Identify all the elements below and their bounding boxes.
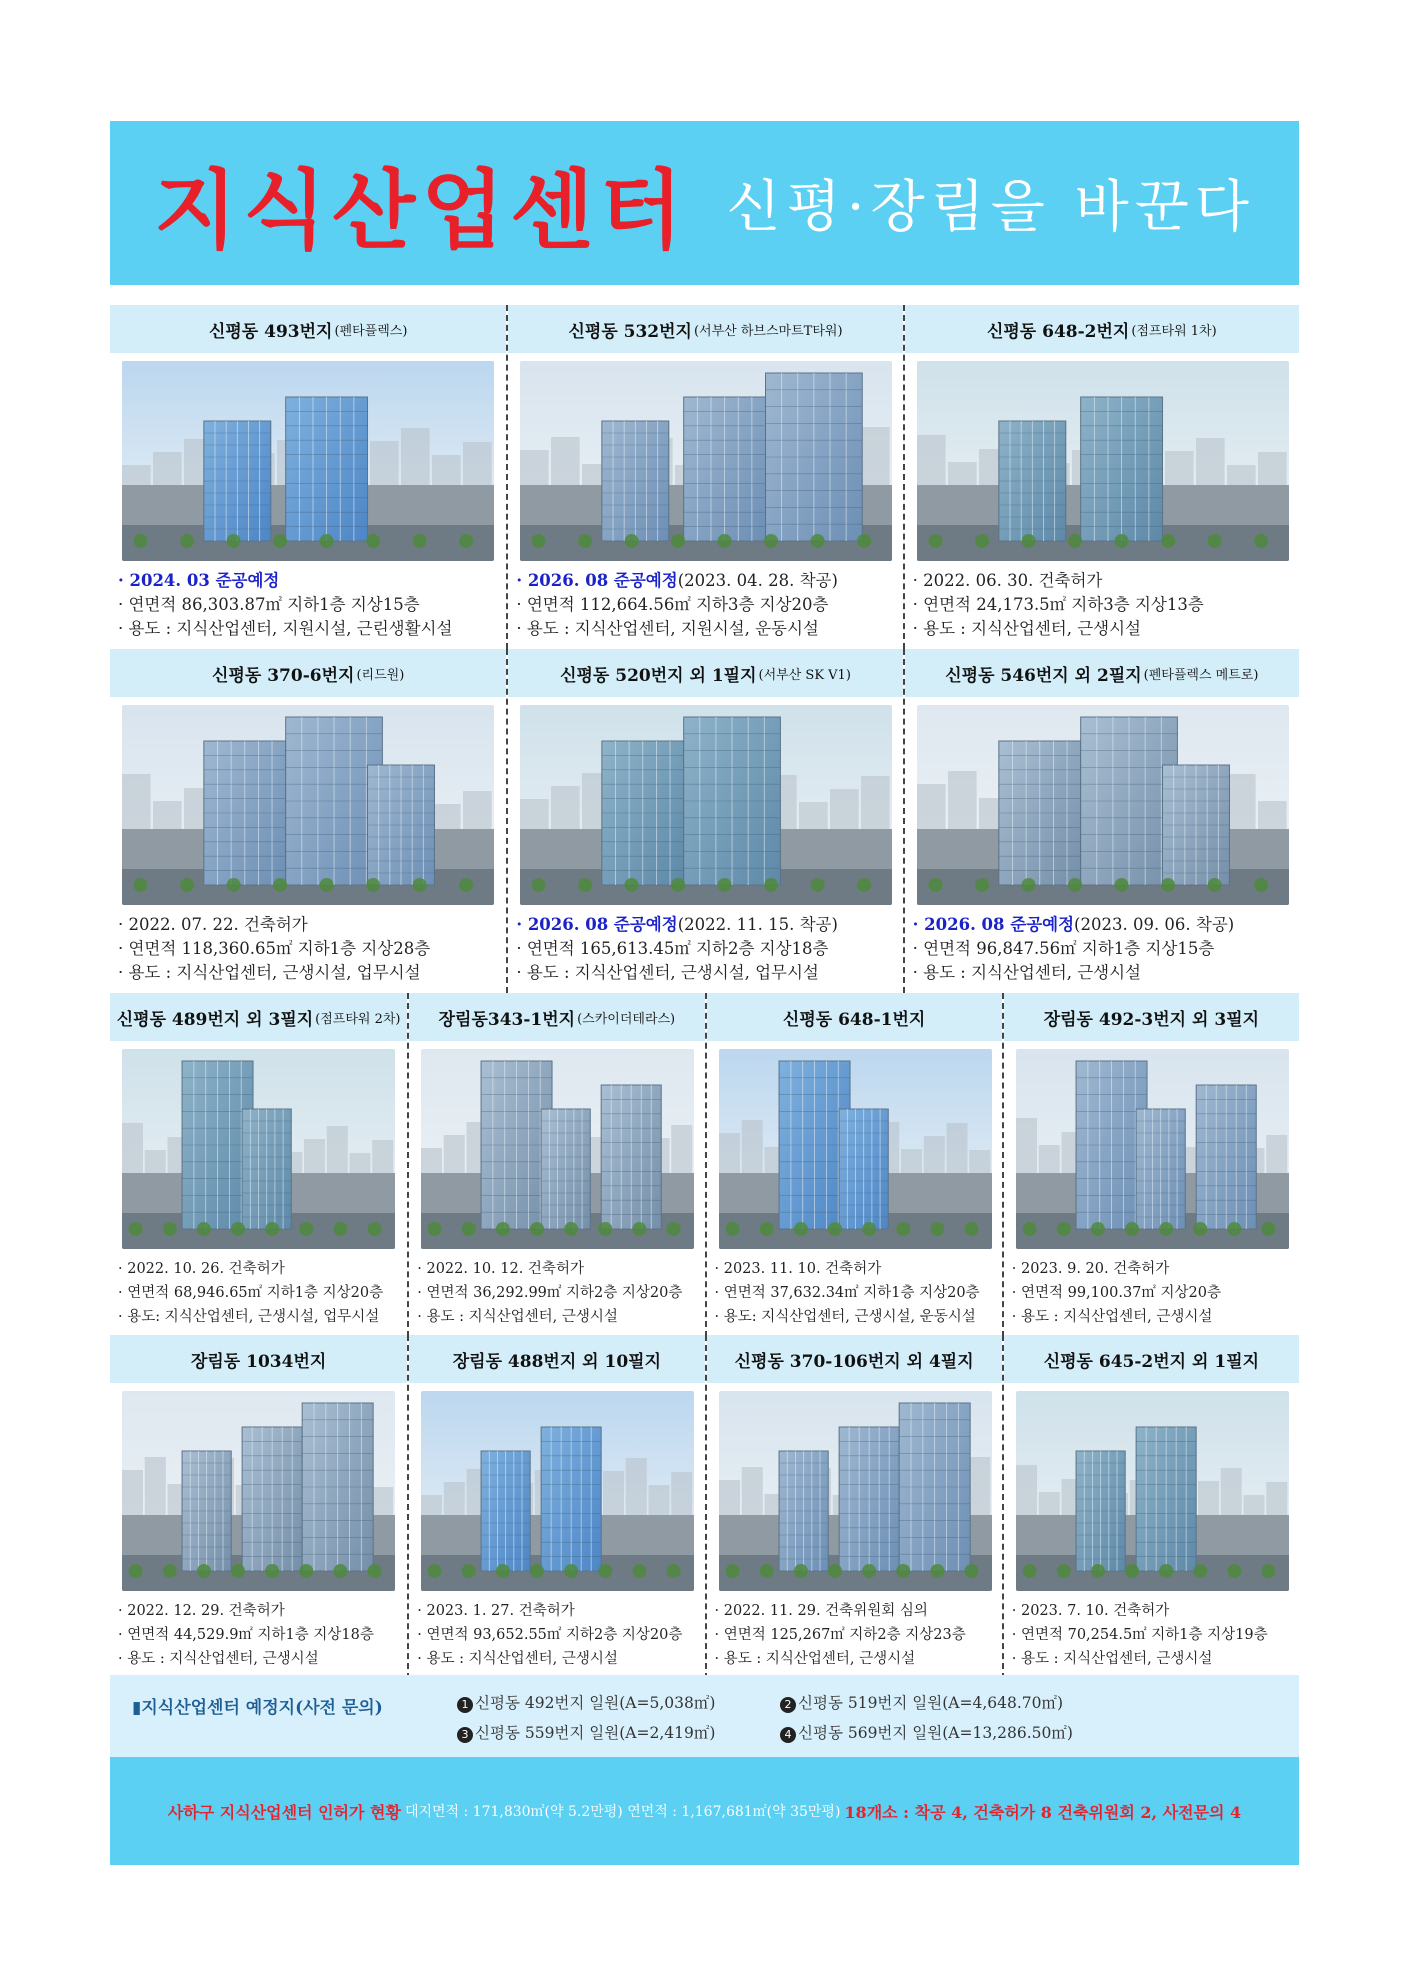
detail-line: · 용도 : 지식산업센터, 근생시설 <box>417 1309 618 1325</box>
project-brand: (펜타플렉스 메트로) <box>1143 667 1259 683</box>
project-card <box>1002 993 1299 1337</box>
project-address: 신평동 546번지 외 2필지 <box>945 665 1142 686</box>
detail-line: · 연면적 36,292.99㎡ 지하2층 지상20층 <box>417 1285 683 1301</box>
project-location <box>1004 1335 1299 1383</box>
prospect-item: 4 신평동 569번지 일원(A=13,286.50㎡) <box>780 1721 1073 1743</box>
project-location <box>905 649 1299 697</box>
project-card <box>705 1335 1002 1679</box>
project-card <box>110 649 506 993</box>
project-details <box>118 1599 403 1671</box>
poster-header <box>110 121 1299 285</box>
project-location <box>110 993 407 1041</box>
building-rendering-image <box>421 1391 694 1591</box>
project-details <box>913 569 1295 641</box>
footer-lead: 사하구 지식산업센터 인허가 현황 <box>167 1802 401 1822</box>
detail-line: · 용도 : 지식산업센터, 근생시설, 업무시설 <box>118 963 421 982</box>
project-details <box>1012 1599 1295 1671</box>
detail-line: · 연면적 86,303.87㎡ 지하1층 지상15층 <box>118 595 420 614</box>
detail-line: · 2023. 9. 20. 건축허가 <box>1011 1261 1170 1277</box>
building-rendering-image <box>719 1049 992 1249</box>
detail-line: · 2022. 10. 12. 건축허가 <box>417 1261 584 1277</box>
project-brand: (점프타워 1차) <box>1131 323 1217 339</box>
content-panel <box>110 285 1299 1757</box>
prospect-section <box>110 1675 1299 1757</box>
building-rendering-image <box>122 1049 395 1249</box>
project-location <box>409 993 704 1041</box>
detail-line: · 2022. 06. 30. 건축허가 <box>912 571 1103 590</box>
project-address: 신평동 645-2번지 외 1필지 <box>1043 1351 1260 1372</box>
building-rendering-image <box>1016 1391 1289 1591</box>
detail-line: · 연면적 68,946.65㎡ 지하1층 지상20층 <box>118 1285 384 1301</box>
project-card <box>407 1335 704 1679</box>
project-address: 장림동343-1번지 <box>438 1009 576 1030</box>
project-location <box>1004 993 1299 1041</box>
detail-line: · 연면적 112,664.56㎡ 지하3층 지상20층 <box>516 595 829 614</box>
detail-line: · 2023. 7. 10. 건축허가 <box>1011 1603 1170 1619</box>
project-location <box>409 1335 704 1383</box>
project-card <box>1002 1335 1299 1679</box>
detail-line: · 2023. 11. 10. 건축허가 <box>714 1261 882 1277</box>
project-address: 신평동 489번지 외 3필지 <box>116 1009 314 1030</box>
detail-line: · 2022. 12. 29. 건축허가 <box>118 1603 285 1619</box>
project-details <box>118 1257 403 1329</box>
building-rendering-image <box>520 361 892 561</box>
project-address: 장림동 1034번지 <box>190 1351 327 1372</box>
prospect-item: 2 신평동 519번지 일원(A=4,648.70㎡) <box>780 1691 1063 1713</box>
prospect-title: ▮지식산업센터 예정지(사전 문의) <box>132 1698 383 1718</box>
poster-subtitle: 신평·장림을 바꾼다 <box>726 175 1255 240</box>
project-address: 신평동 493번지 <box>208 321 333 342</box>
detail-line: · 용도: 지식산업센터, 근생시설, 업무시설 <box>118 1309 380 1325</box>
project-brand: (리드원) <box>356 667 405 683</box>
footer-summary <box>110 1757 1299 1865</box>
building-rendering-image <box>122 705 494 905</box>
project-address: 장림동 492-3번지 외 3필지 <box>1043 1009 1260 1030</box>
completion-date: · 2026. 08 준공예정 <box>516 571 678 590</box>
project-card <box>110 1335 407 1679</box>
footer-area: 대지면적 : 171,830㎡(약 5.2만평) 연면적 : 1,167,681㎡(약 35만평) <box>404 1804 841 1820</box>
detail-line: · 용도: 지식산업센터, 근생시설, 운동시설 <box>714 1309 976 1325</box>
number-4-icon: 4 <box>780 1727 796 1743</box>
project-location <box>905 305 1299 353</box>
detail-line: · 2022. 07. 22. 건축허가 <box>118 915 308 934</box>
detail-line: · 2022. 10. 26. 건축허가 <box>118 1261 285 1277</box>
detail-line: · 용도 : 지식산업센터, 근생시설 <box>912 619 1141 638</box>
number-1-icon: 1 <box>457 1697 473 1713</box>
project-location <box>110 649 506 697</box>
project-address: 장림동 488번지 외 10필지 <box>452 1351 662 1372</box>
detail-line: · 용도 : 지식산업센터, 근생시설, 업무시설 <box>516 963 819 982</box>
detail-line: · 연면적 44,529.9㎡ 지하1층 지상18층 <box>118 1627 374 1643</box>
building-rendering-image <box>719 1391 992 1591</box>
project-address: 신평동 648-2번지 <box>986 321 1130 342</box>
detail-line: · 연면적 99,100.37㎡ 지상20층 <box>1011 1285 1221 1301</box>
detail-line: · 용도 : 지식산업센터, 근생시설 <box>417 1651 618 1667</box>
project-details <box>913 913 1295 985</box>
building-rendering-image <box>122 361 494 561</box>
project-location <box>508 649 902 697</box>
project-card <box>110 305 506 649</box>
detail-line: · 연면적 118,360.65㎡ 지하1층 지상28층 <box>118 939 431 958</box>
detail-line: · 용도 : 지식산업센터, 근생시설 <box>1011 1651 1213 1667</box>
number-3-icon: 3 <box>457 1727 473 1743</box>
project-brand: (스카이더테라스) <box>577 1011 676 1027</box>
detail-line: · 2023. 1. 27. 건축허가 <box>417 1603 575 1619</box>
detail-line <box>118 569 502 593</box>
building-rendering-image <box>421 1049 694 1249</box>
building-rendering-image <box>917 361 1289 561</box>
project-card <box>506 649 902 993</box>
project-row <box>110 1335 1299 1680</box>
project-location <box>707 993 1002 1041</box>
completion-date: · 2026. 08 준공예정 <box>516 915 678 934</box>
detail-line: · 용도 : 지식산업센터, 근생시설 <box>912 963 1141 982</box>
building-rendering-image <box>917 705 1289 905</box>
building-rendering-image <box>1016 1049 1289 1249</box>
detail-line <box>516 913 898 937</box>
detail-line: · 용도 : 지식산업센터, 근생시설 <box>714 1651 916 1667</box>
detail-line: · 용도 : 지식산업센터, 근생시설 <box>118 1651 319 1667</box>
detail-line <box>516 569 898 593</box>
project-details <box>516 569 898 641</box>
start-date: (2022. 11. 15. 착공) <box>677 915 838 934</box>
project-card <box>705 993 1002 1337</box>
project-brand: (서부산 하브스마트T타워) <box>693 323 843 339</box>
building-rendering-image <box>520 705 892 905</box>
project-details <box>715 1599 998 1671</box>
project-details <box>118 569 502 641</box>
prospect-item: 1 신평동 492번지 일원(A=5,038㎡) <box>457 1691 715 1713</box>
detail-line: · 연면적 24,173.5㎡ 지하3층 지상13층 <box>912 595 1204 614</box>
detail-line: · 연면적 165,613.45㎡ 지하2층 지상18층 <box>516 939 829 958</box>
project-card <box>110 993 407 1337</box>
project-location <box>110 1335 407 1383</box>
detail-line: · 연면적 93,652.55㎡ 지하2층 지상20층 <box>417 1627 683 1643</box>
project-row <box>110 993 1299 1338</box>
project-row <box>110 649 1299 994</box>
project-card <box>903 649 1299 993</box>
project-address: 신평동 532번지 <box>568 321 692 342</box>
project-row <box>110 305 1299 650</box>
project-address: 신평동 520번지 외 1필지 <box>560 665 757 686</box>
start-date: (2023. 09. 06. 착공) <box>1074 915 1235 934</box>
prospect-item: 3 신평동 559번지 일원(A=2,419㎡) <box>457 1721 715 1743</box>
project-card <box>903 305 1299 649</box>
building-rendering-image <box>122 1391 395 1591</box>
project-details <box>417 1599 700 1671</box>
start-date: (2023. 04. 28. 착공) <box>677 571 838 590</box>
detail-line: · 용도 : 지식산업센터, 지원시설, 근린생활시설 <box>118 619 453 638</box>
project-location <box>707 1335 1002 1383</box>
project-location <box>508 305 902 353</box>
completion-date: · 2026. 08 준공예정 <box>912 915 1075 934</box>
project-address: 신평동 648-1번지 <box>782 1009 926 1030</box>
project-card <box>506 305 902 649</box>
detail-line: · 연면적 70,254.5㎡ 지하1층 지상19층 <box>1011 1627 1268 1643</box>
project-brand: (점프타워 2차) <box>315 1011 401 1027</box>
project-address: 신평동 370-106번지 외 4필지 <box>734 1351 974 1372</box>
project-brand: (펜타플렉스) <box>334 323 408 339</box>
poster-frame <box>110 121 1299 1865</box>
detail-line: · 용도 : 지식산업센터, 지원시설, 운동시설 <box>516 619 819 638</box>
detail-line: · 용도 : 지식산업센터, 근생시설 <box>1011 1309 1213 1325</box>
project-details <box>1012 1257 1295 1329</box>
project-details <box>715 1257 998 1329</box>
project-grid <box>110 305 1299 1675</box>
detail-line: · 연면적 125,267㎡ 지하2층 지상23층 <box>714 1627 966 1643</box>
project-address: 신평동 370-6번지 <box>212 665 355 686</box>
detail-line: · 연면적 96,847.56㎡ 지하1층 지상15층 <box>912 939 1215 958</box>
project-card <box>407 993 704 1337</box>
project-details <box>417 1257 700 1329</box>
completion-date: · 2024. 03 준공예정 <box>118 571 280 590</box>
number-2-icon: 2 <box>780 1697 796 1713</box>
project-location <box>110 305 506 353</box>
detail-line: · 연면적 37,632.34㎡ 지하1층 지상20층 <box>714 1285 980 1301</box>
project-brand: (서부산 SK V1) <box>758 667 851 683</box>
project-details <box>516 913 898 985</box>
detail-line <box>913 913 1295 937</box>
footer-count: 18개소 : 착공 4, 건축허가 8 건축위원회 2, 사전문의 4 <box>844 1802 1242 1822</box>
detail-line: · 2022. 11. 29. 건축위원회 심의 <box>714 1603 928 1619</box>
poster-title: 지식산업센터 <box>154 160 689 261</box>
project-details <box>118 913 502 985</box>
